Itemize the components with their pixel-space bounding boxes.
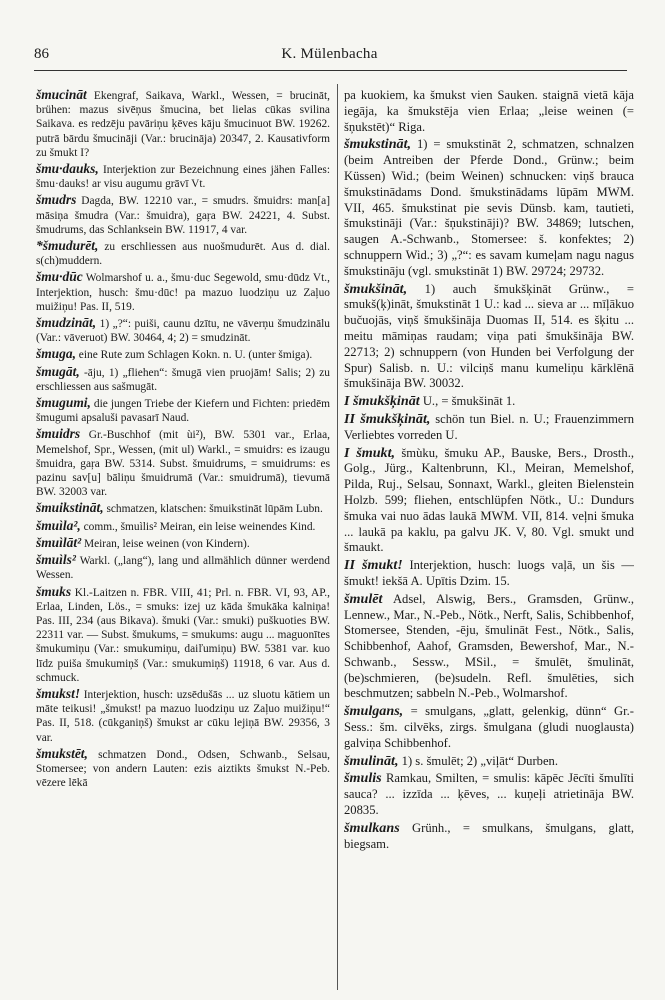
entry-text: U., = šmukšināt 1. bbox=[419, 394, 516, 409]
entry-headword: šmuìlāt² bbox=[36, 534, 82, 550]
entry-headword: šmuidrs bbox=[36, 426, 81, 442]
dictionary-entry bbox=[36, 501, 330, 516]
entry-text: eine Rute zum Schlagen Kokn. n. U. (unter šmiga). bbox=[75, 349, 313, 362]
running-title: K. Mülenbacha bbox=[281, 46, 378, 62]
entry-headword: I šmukšķināt bbox=[344, 393, 420, 410]
dictionary-entry bbox=[36, 396, 330, 425]
dictionary-entry bbox=[344, 446, 634, 557]
entry-headword: šmukstēt, bbox=[36, 745, 88, 761]
entry-text: Interjektion zur Bezeichnung eines jähen Falles: šmu·dauks! ar visu augumu grāvī Vt. bbox=[36, 164, 330, 191]
dictionary-entry bbox=[36, 347, 330, 362]
dictionary-entry bbox=[36, 536, 330, 551]
entry-text: Interjektion, husch: uzsēdušās ... uz sluotu kātiem un māte teikusi! „šmukst! pa mazuo luodziņu uz Zaļuo muižiņu!“ Pas. II, 518. (cūkganiņš) šmukst ar cūku lejiņā BW. 29356, 3 var. bbox=[36, 688, 330, 744]
dictionary-entry bbox=[344, 704, 634, 751]
left-column bbox=[36, 88, 330, 990]
entry-headword: šmukšināt, bbox=[344, 280, 408, 297]
dictionary-entry bbox=[344, 137, 634, 279]
entry-text: schmatzen Dond., Odsen, Schwanb., Selsau, Stomersee; von andern Lauten: ezis aiztikts šmukst N.-Peb. vēzere lēkā bbox=[36, 748, 330, 790]
dictionary-entry bbox=[344, 558, 634, 590]
entry-text: Wolmarshof u. a., šmu·duc Segewold, smu·dūdz Vt., Interjektion, husch: šmu·dūc! pa mazuo luodziņu uz Zaļuo muižiņu! Pas. II, 519. bbox=[36, 272, 330, 313]
dictionary-entry bbox=[36, 365, 330, 394]
right-column bbox=[344, 88, 634, 990]
entry-headword: šmulis bbox=[344, 770, 382, 787]
column-separator bbox=[337, 84, 338, 990]
dictionary-entry bbox=[36, 519, 330, 534]
entry-headword: šmulināt, bbox=[344, 752, 399, 769]
entry-headword: šmuks bbox=[36, 583, 72, 599]
entry-headword: šmudzināt, bbox=[36, 315, 97, 331]
entry-headword: šmuìls² bbox=[36, 552, 76, 568]
entry-text: comm., šmuìlis² Meiran, ein leise weinendes Kind. bbox=[80, 520, 316, 533]
entry-headword: šmukst! bbox=[36, 685, 81, 701]
entry-text: 1) „?“: puiši, caunu dzītu, ne vāverņu šmudzinālu (Var.: vāveruot) BW. 30464, 4; 2) = smudzināt. bbox=[36, 318, 330, 345]
dictionary-entry bbox=[344, 394, 634, 410]
entry-headword: šmucināt bbox=[36, 88, 87, 102]
entry-headword: II šmukt! bbox=[344, 557, 403, 574]
entry-headword: *šmudurēt, bbox=[36, 238, 99, 254]
entry-text: Warkl. („lang“), lang und allmählich dünner werdend Wessen. bbox=[36, 555, 330, 582]
dictionary-entry bbox=[344, 771, 634, 818]
entry-text: die jungen Triebe der Kiefern und Fichten: priedēm šmugumi apsaluši pavasarī Naud. bbox=[36, 398, 330, 425]
dictionary-entry bbox=[344, 754, 634, 770]
entry-headword: šmugumi, bbox=[36, 395, 91, 411]
page-header bbox=[34, 46, 625, 68]
dictionary-entry bbox=[36, 553, 330, 582]
entry-headword: šmuikstināt, bbox=[36, 500, 104, 516]
entry-text: 1) s. šmulēt; 2) „viļāt“ Durben. bbox=[398, 753, 558, 768]
dictionary-entry bbox=[36, 316, 330, 345]
entry-headword: šmulgans, bbox=[344, 703, 404, 720]
entry-headword: II šmukšķināt, bbox=[344, 410, 431, 427]
entry-text: Adsel, Alswig, Bers., Gramsden, Grünw., Lennew., Mar., N.-Peb., Nötk., Nerft, Salis, Schibbenhof, Stomersee, Stenden, -ēju, šmulināt Fest., Nötk., Salis, Schibbenhof, Aahof, Gramsden, Bewershof, Mar., N.-Schwanb., Sessw., MSil., = šmulēt, šmulināt, (be)schmieren, (be)sudeln. Refl. šmulēties, sich beschmutzen; sabbeln N.-Peb., Wolmarshof. bbox=[344, 591, 634, 701]
header-rule bbox=[34, 70, 627, 71]
entry-headword: šmukstināt, bbox=[344, 136, 412, 153]
entry-headword: šmulkans bbox=[344, 819, 400, 836]
dictionary-entry bbox=[36, 270, 330, 314]
entry-text: šmùku, šmuku AP., Bauske, Bers., Drosth., Golg., Jürg., Kaltenbrunn, Kl., Meiran, Memelshof, Pilda, Ruj., Selsau, Sonnaxt, Warkl., gleiten Bielenstein Holzb. 599; fliehen, entschlüpfen Nötk., U.: Dundurs šmuka vai nuo ādas laukā MWM. VII, 814. veļni šmuka ... laukā pa kaklu, pa galvu JK. V, 80. Vgl. smukt und šmaukt. bbox=[344, 445, 634, 555]
entry-text: Interjektion, husch: luogs vaļā, un šis — šmukt! iekšā A. Upītis Dzim. 15. bbox=[344, 558, 634, 588]
entry-text: -āju, 1) „fliehen“: šmugā vien pruojām! Salis; 2) zu erschliessen aus sašmugāt. bbox=[36, 366, 330, 393]
entry-text: 1) auch šmukšķināt Grünw., = smukš(ķ)ināt, šmukstināt 1 U.: kad ... sieva ar ... mīļākuo bučuojās, viņš šmukšināja Duomas II, 514. es šķitu ... meitu māmiņas raudam; viņa pati šmukšināja BW. 22713; 2) schnuppern (von Hunden bei Verfolgung der Spur) Salisb. n. U.: vilciņš manu kumeliņu kārklēnā šmukšināja BW. 30032. bbox=[344, 281, 634, 391]
entry-headword: šmuìla², bbox=[36, 517, 81, 533]
entry-headword: šmudrs bbox=[36, 192, 77, 208]
entry-headword: šmuga, bbox=[36, 346, 76, 362]
dictionary-entry bbox=[36, 747, 330, 791]
dictionary-entry bbox=[344, 592, 634, 703]
entry-text: = smulgans, „glatt, gelenkig, dünn“ Gr.-Sess.: šm. cilvēks, zirgs. šmulgana (gludi nuoglausta) galviņa Schibbenhof. bbox=[344, 704, 634, 750]
dictionary-entry bbox=[36, 193, 330, 237]
entry-text: Meiran, leise weinen (von Kindern). bbox=[81, 537, 250, 550]
entry-text: Dagda, BW. 12210 var., = smudrs. šmuidrs: man[a] māsiņa šmudra (Var.: šmuidra), gaŗa BW. 24221, 4. Subst. šmudrums, das Schlanksein BW. 11917, 4 var. bbox=[36, 195, 330, 236]
entry-headword: šmulēt bbox=[344, 590, 383, 607]
dictionary-entry bbox=[36, 427, 330, 499]
entry-headword: šmugāt, bbox=[36, 363, 80, 379]
entry-text: Grünh., = smulkans, šmulgans, glatt, biegsam. bbox=[344, 820, 634, 851]
dictionary-entry bbox=[344, 282, 634, 393]
entry-text: Ekengraf, Saikava, Warkl., Wessen, = brucināt, brühen: mazus sivēņus šmucina, bet lielas cūkas svilina Saikava. es redzēju pavāriņu ķēves kāju šmucinuot BW. 19262. putrā bārdu šmucināji (Var.: brucināja) 20347, 2. Kausativform zu šmukt I? bbox=[36, 90, 330, 159]
dictionary-entry bbox=[36, 162, 330, 191]
dictionary-entry bbox=[36, 687, 330, 745]
entry-headword: I šmukt, bbox=[344, 444, 396, 461]
dictionary-entry bbox=[344, 821, 634, 853]
dictionary-entry bbox=[36, 239, 330, 268]
dictionary-entry bbox=[36, 88, 330, 160]
entry-headword: šmu·dūc bbox=[36, 269, 83, 285]
page-number: 86 bbox=[34, 46, 49, 62]
entry-text: zu erschliessen aus nuošmudurēt. Aus d. dial. s(ch)muddern. bbox=[36, 241, 330, 268]
entry-headword: šmu·dauks, bbox=[36, 161, 99, 177]
entry-text: 1) = smukstināt 2, schmatzen, schnalzen (beim Antreiben der Pferde Dond., Grünw.; beim Küssen) Wid.; (beim Weinen) schnucken: viņš brauca šmukstinādams Dond. šmukstinādams lūpām MWM. VII, 465. šmukstinat pie sevis Dünsb. kam, tautieti, šmukstināji (Var.: šņukstināji)? BW. 34869; lutschen, saugen A.-Schwanb., Stomersee: š. konfektes; 2) schnuppern Wid.; 3) „?“: es savam kumeļam nagu nagus šmukstināju (vgl. smukstināt 1) BW. 29724; 29732. bbox=[344, 137, 634, 278]
dictionary-entry bbox=[36, 585, 330, 685]
dictionary-entry bbox=[344, 412, 634, 444]
entry-text: Ramkau, Smilten, = smulis: kāpēc Jēcīti šmulīti sauca? ... izzīda ... ķēves, ... kuņeļi atrietināja BW. 20835. bbox=[344, 771, 634, 818]
entry-text: schmatzen, klatschen: šmuikstināt lūpām Lubn. bbox=[103, 503, 323, 516]
entry-text: schön tun Biel. n. U.; Frauenzimmern Verliebtes vorreden U. bbox=[344, 411, 634, 442]
entry-text: Gr.-Buschhof (mit ùi²), BW. 5301 var., Erlaa, Memelshof, Spr., Wessen, (mit ul) Warkl., = smuidrs: es izaugu šmuidra, gaŗa BW. 5314. Subst. šmuidrums, = smuidrums: es pazinu sav[u] bāliņu šmuidrumā (Var.: smuidrumā), tievumā BW. 32003 var. bbox=[36, 429, 330, 499]
entry-text: Kl.-Laitzen n. FBR. VIII, 41; Prl. n. FBR. VI, 93, AP., Erlaa, Linden, Lös., = smuks: izej uz kāda šmukāka kalniņa! Pas. III, 234 (aus Bikava). šmuki (Var.: smuki) puškuoties BW. 22311 var. — Subst. šmukums, = smukums: augu ... maguonītes šmukumiņu (Var.: smukumiņu, daiľumiņu) BW. 5381 var. kuo līdz puiša šmukumiņš (Var.: smukumiņš) 11918, 6 var. Aus d. schmuck. bbox=[36, 586, 330, 684]
entry-text: pa kuokiem, ka šmukst vien Sauken. staignā vietā kāja iegāja, ka šmukstēja vien Erlaa; „leise weinen (= šņukstēt)“ Riga. bbox=[344, 88, 634, 134]
dictionary-entry bbox=[344, 88, 634, 135]
